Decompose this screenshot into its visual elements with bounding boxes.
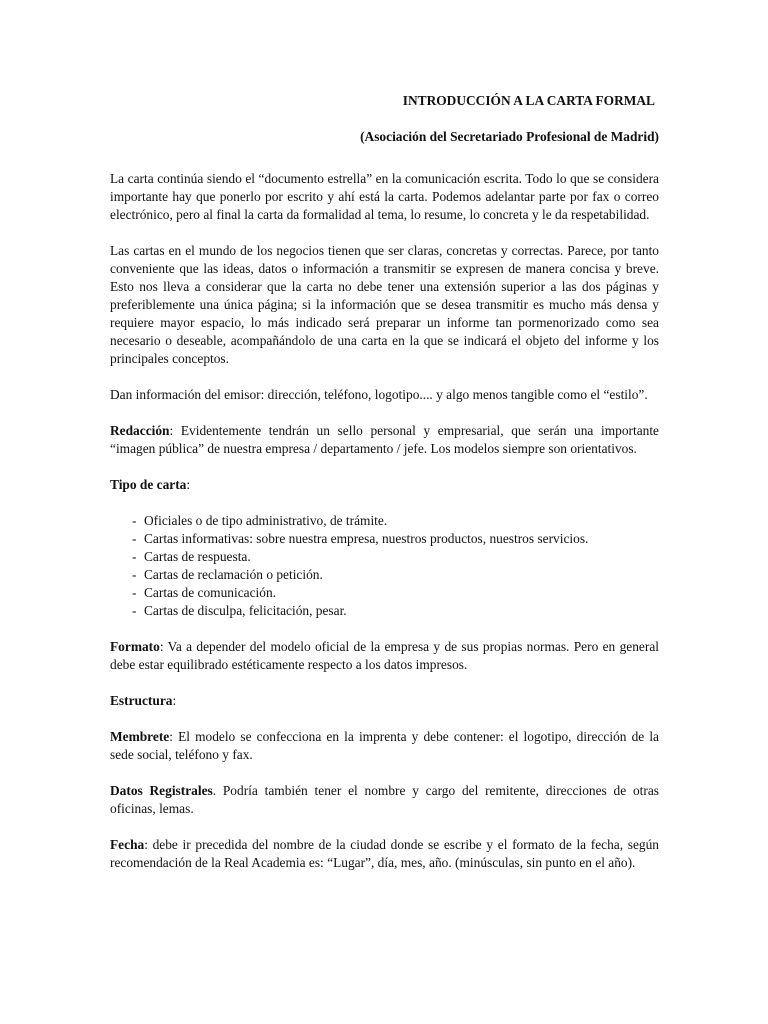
list-item xyxy=(132,530,659,548)
datos-registrales-text: . Podría también tener el nombre y cargo del remitente, direcciones de otras oficinas, lemas. xyxy=(110,783,659,816)
list-bullet: - xyxy=(132,513,137,528)
tipo-suffix: : xyxy=(186,477,191,492)
list-item-text: Cartas de comunicación. xyxy=(144,585,276,600)
list-item xyxy=(132,512,659,530)
list-item xyxy=(132,602,659,620)
intro-paragraph-3: Dan información del emisor: dirección, teléfono, logotipo.... y algo menos tangible como el “estilo”. xyxy=(110,387,648,402)
list-bullet: - xyxy=(132,585,137,600)
list-item xyxy=(132,548,659,566)
formato-label: Formato xyxy=(110,639,160,654)
intro-paragraph-1: La carta continúa siendo el “documento estrella” en la comunicación escrita. Todo lo que se considera importante hay que ponerlo por escrito y ahí está la carta. Podemos adelantar parte por fax o correo electrónico, pero al final la carta da formalidad al tema, lo resume, lo concreta y le da respetabilidad. xyxy=(110,171,659,222)
fecha-label: Fecha xyxy=(110,837,145,852)
document-title: INTRODUCCIÓN A LA CARTA FORMAL xyxy=(402,93,655,108)
list-item xyxy=(132,584,659,602)
redaccion-paragraph xyxy=(110,422,659,458)
tipo-list xyxy=(110,512,659,620)
tipo-label: Tipo de carta xyxy=(110,477,187,492)
estructura-label: Estructura xyxy=(110,693,173,708)
list-bullet: - xyxy=(132,603,137,618)
datos-registrales-paragraph xyxy=(110,782,659,818)
document-subtitle: (Asociación del Secretariado Profesional de Madrid) xyxy=(360,129,659,144)
list-item-text: Oficiales o de tipo administrativo, de trámite. xyxy=(144,513,388,528)
fecha-paragraph xyxy=(110,836,659,872)
tipo-heading xyxy=(110,476,659,494)
list-bullet: - xyxy=(132,549,137,564)
redaccion-label: Redacción xyxy=(110,423,170,438)
membrete-text: : El modelo se confecciona en la imprenta y debe contener: el logotipo, dirección de la sede social, teléfono y fax. xyxy=(110,729,659,762)
estructura-suffix: : xyxy=(172,693,177,708)
membrete-label: Membrete xyxy=(110,729,170,744)
list-item-text: Cartas de reclamación o petición. xyxy=(144,567,323,582)
list-bullet: - xyxy=(132,567,137,582)
list-item-text: Cartas de respuesta. xyxy=(144,549,251,564)
estructura-heading xyxy=(110,692,659,710)
formato-text: : Va a depender del modelo oficial de la empresa y de sus propias normas. Pero en general debe estar equilibrado estéticamente respecto a los datos impresos. xyxy=(110,639,659,672)
list-item xyxy=(132,566,659,584)
list-bullet: - xyxy=(132,531,137,546)
membrete-paragraph xyxy=(110,728,659,764)
redaccion-text: : Evidentemente tendrán un sello personal y empresarial, que serán una importante “imagen pública” de nuestra empresa / departamento / jefe. Los modelos siempre son orientativos. xyxy=(110,423,659,456)
intro-paragraph-2: Las cartas en el mundo de los negocios tienen que ser claras, concretas y correctas. Parece, por tanto conveniente que las ideas, datos o información a transmitir se expresen de manera concisa y breve. Esto nos lleva a considerar que la carta no debe tener una extensión superior a las dos páginas y preferiblemente una única página; si la información que se desea transmitir es mucho más densa y requiere mayor espacio, lo más indicado será preparar un informe tan pormenorizado como sea necesario o deseable, acompañándolo de una carta en la que se indicará el objeto del informe y los principales conceptos. xyxy=(110,243,659,366)
fecha-text: : debe ir precedida del nombre de la ciudad donde se escribe y el formato de la fecha, según recomendación de la Real Academia es: “Lugar”, día, mes, año. (minúsculas, sin punto en el año). xyxy=(110,837,659,870)
document-page xyxy=(110,92,659,872)
list-item-text: Cartas informativas: sobre nuestra empresa, nuestros productos, nuestros servicios. xyxy=(144,531,589,546)
datos-registrales-label: Datos Registrales xyxy=(110,783,213,798)
list-item-text: Cartas de disculpa, felicitación, pesar. xyxy=(144,603,347,618)
formato-paragraph xyxy=(110,638,659,674)
